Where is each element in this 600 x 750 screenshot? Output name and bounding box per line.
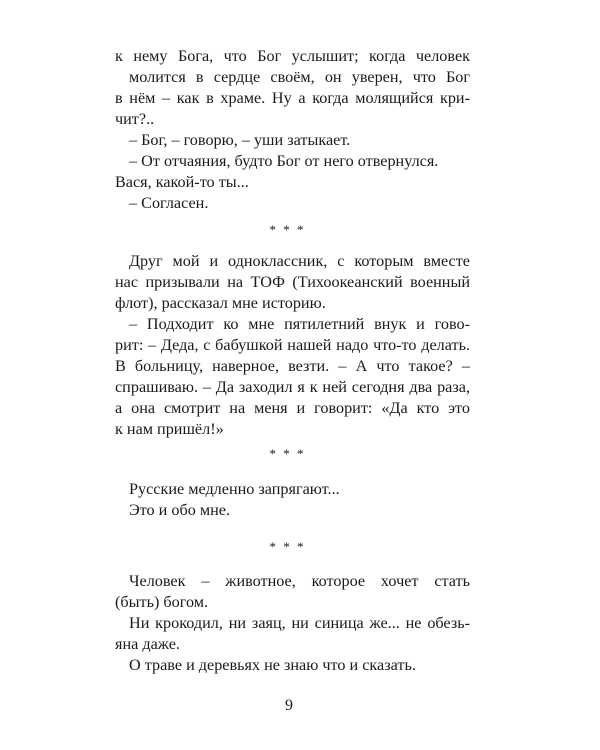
- text-line: молится в сердце своём, он уверен, что Бог: [129, 68, 470, 86]
- text-line: – Подходит ко мне пятилетний внук и гово-: [129, 315, 470, 333]
- text-line: рит: – Деда, с бабушкой нашей надо что-то делать.: [115, 336, 470, 354]
- text-line: В больницу, наверное, везти. – А что такое? –: [115, 357, 470, 375]
- section-2: [115, 251, 470, 440]
- text-line: нас призывали на ТОФ (Тихоокеанский военный: [115, 273, 470, 291]
- text-line: Русские медленно запрягают...: [129, 480, 340, 498]
- text-line: спрашиваю. – Да заходил я к ней сегодня два раза,: [115, 378, 470, 396]
- text-line: Ни крокодил, ни заяц, ни синица же... не обезь-: [129, 614, 470, 632]
- page-number: 9: [285, 697, 293, 714]
- section-separator: * * *: [269, 222, 306, 237]
- text-line: О траве и деревьях не знаю что и сказать.: [129, 656, 416, 674]
- text-line: яна даже.: [115, 635, 180, 653]
- text-line: чит?..: [115, 110, 155, 128]
- section-3: [115, 479, 470, 521]
- section-4: [115, 571, 470, 676]
- text-line: Человек – животное, которое хочет стать: [129, 572, 470, 590]
- text-line: Это и обо мне.: [129, 501, 231, 519]
- section-1: [115, 46, 470, 214]
- text-line: в нём – как в храме. Ну а когда молящийся кри-: [115, 89, 470, 107]
- text-line: к нам пришёл!»: [115, 420, 224, 438]
- text-line: – Согласен.: [129, 194, 209, 212]
- text-line: к нему Бога, что Бог услышит; когда человек: [115, 47, 470, 65]
- text-line: – Бог, – говорю, – уши затыкает.: [129, 131, 351, 149]
- text-line: а она смотрит на меня и говорит: «Да кто это: [115, 399, 470, 417]
- text-line: Друг мой и одноклассник, с которым вместе: [129, 252, 470, 270]
- text-line: – От отчаяния, будто Бог от него отвернулся.: [129, 152, 439, 170]
- text-line: (быть) богом.: [115, 593, 209, 611]
- section-separator: * * *: [269, 446, 306, 461]
- text-line: флот), рассказал мне историю.: [115, 294, 326, 312]
- section-separator: * * *: [269, 539, 306, 554]
- text-line: Вася, какой-то ты...: [115, 173, 249, 191]
